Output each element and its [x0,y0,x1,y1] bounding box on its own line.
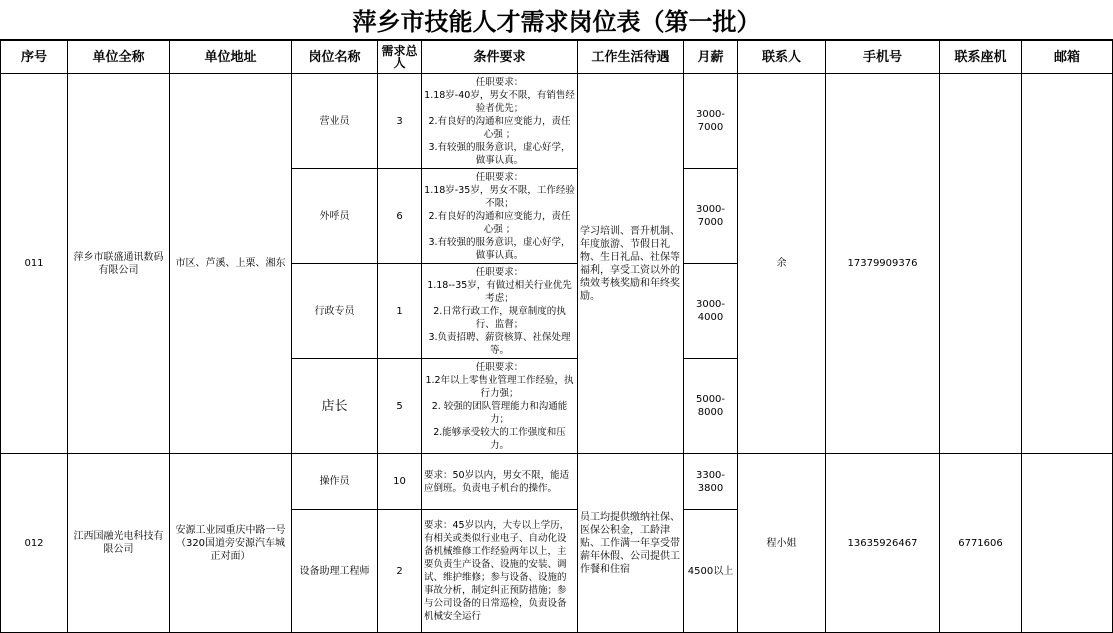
cell-landline[interactable] [940,74,1022,454]
cell-phone[interactable]: 17379909376 [826,74,940,454]
header-salary[interactable]: 月薪 [684,41,738,74]
table-row [1,454,1113,510]
condition-line: 3.有较强的服务意识，虚心好学，做事认真。 [428,141,571,166]
table-row [1,74,1113,169]
jobs-table [0,40,1113,633]
cell-phone[interactable]: 13635926467 [826,454,940,633]
cell-contact[interactable]: 程小姐 [738,454,826,633]
condition-line: 1.18--35岁，有做过相关行业优先考虑； [427,279,572,304]
header-row [1,41,1113,74]
cell-address[interactable]: 安源工业园重庆中路一号（320国道旁安源汽车城正对面） [170,454,292,633]
cell-seq[interactable]: 011 [1,74,68,454]
cell-benefits[interactable]: 员工均提供缴纳社保、医保公积金，工龄津贴、工作满一年享受带薪年休假、公司提供工作餐和住宿 [578,454,684,633]
condition-line: 2.日常行政工作，规章制度的执行、监督； [433,305,566,330]
cell-email[interactable] [1022,74,1113,454]
cell-count[interactable]: 5 [378,359,422,454]
cell-company[interactable]: 江西国融光电科技有限公司 [68,454,170,633]
cell-conditions[interactable] [422,74,578,169]
condition-line: 3.负责招聘、薪资核算、社保处理等。 [428,331,571,356]
cell-position[interactable]: 外呼员 [292,169,378,264]
condition-line: 1.18岁-40岁，男女不限，有销售经验者优先； [424,89,575,114]
cell-position[interactable]: 店长 [292,359,378,454]
cell-position[interactable]: 设备助理工程师 [292,510,378,633]
cell-salary[interactable]: 3000-7000 [684,169,738,264]
header-position[interactable]: 岗位名称 [292,41,378,74]
cell-count[interactable]: 6 [378,169,422,264]
cell-conditions[interactable] [422,169,578,264]
cell-conditions[interactable] [422,264,578,359]
cell-benefits[interactable]: 学习培训、晋升机制、年度旅游、节假日礼物、生日礼品、社保等福利，享受工资以外的绩效考核奖励和年终奖励。 [578,74,684,454]
condition-line: 任职要求： [475,361,524,373]
cell-email[interactable] [1022,454,1113,633]
header-landline[interactable]: 联系座机 [940,41,1022,74]
condition-line: 2. 较强的团队管理能力和沟通能力； [431,400,568,425]
header-address[interactable]: 单位地址 [170,41,292,74]
condition-line: 2.能够承受较大的工作强度和压力。 [433,426,566,451]
cell-company[interactable]: 萍乡市联盛通讯数码有限公司 [68,74,170,454]
header-conditions[interactable]: 条件要求 [422,41,578,74]
condition-line: 任职要求： [475,171,524,183]
header-email[interactable]: 邮箱 [1022,41,1113,74]
cell-conditions[interactable] [422,510,578,633]
header-benefits[interactable]: 工作生活待遇 [578,41,684,74]
header-count[interactable]: 需求总人 [378,41,422,74]
cell-count[interactable]: 10 [378,454,422,510]
condition-line: 1.2年以上零售业管理工作经验，执行力强； [425,374,574,399]
cell-salary[interactable]: 5000-8000 [684,359,738,454]
condition-line: 2.有良好的沟通和应变能力，责任心强 ； [428,210,571,235]
cell-contact[interactable]: 余 [738,74,826,454]
header-company[interactable]: 单位全称 [68,41,170,74]
cell-address[interactable]: 市区、芦溪、上栗、湘东 [170,74,292,454]
header-seq[interactable]: 序号 [1,41,68,74]
cell-salary[interactable]: 3000-4000 [684,264,738,359]
cell-count[interactable]: 2 [378,510,422,633]
page-title: 萍乡市技能人才需求岗位表（第一批） [0,0,1113,40]
cell-position[interactable]: 营业员 [292,74,378,169]
condition-line: 3.有较强的服务意识，虚心好学，做事认真。 [428,236,571,261]
cell-count[interactable]: 1 [378,264,422,359]
cell-landline[interactable]: 6771606 [940,454,1022,633]
condition-line: 要求：50岁以内，男女不限，能适应倒班。负责电子机台的操作。 [424,469,570,494]
condition-line: 2.有良好的沟通和应变能力，责任心强 ； [428,115,571,140]
header-phone[interactable]: 手机号 [826,41,940,74]
cell-position[interactable]: 行政专员 [292,264,378,359]
condition-line: 要求：45岁以内，大专以上学历，有相关或类似行业电子、自动化设备机械维修工作经验两年以上，主要负责生产设备、设施的安装、调试、维护维修；参与设备、设施的事故分析，制定纠正预防措施；参与公司设备的日常巡检，负责设备机械安全运行 [424,520,570,622]
cell-count[interactable]: 3 [378,74,422,169]
cell-salary[interactable]: 3000-7000 [684,74,738,169]
cell-conditions[interactable] [422,359,578,454]
cell-conditions[interactable] [422,454,578,510]
cell-position[interactable]: 操作员 [292,454,378,510]
cell-seq[interactable]: 012 [1,454,68,633]
cell-salary[interactable]: 4500以上 [684,510,738,633]
condition-line: 任职要求： [475,266,524,278]
condition-line: 任职要求： [475,76,524,88]
cell-salary[interactable]: 3300-3800 [684,454,738,510]
header-contact[interactable]: 联系人 [738,41,826,74]
condition-line: 1.18岁-35岁，男女不限，工作经验不限； [424,184,575,209]
